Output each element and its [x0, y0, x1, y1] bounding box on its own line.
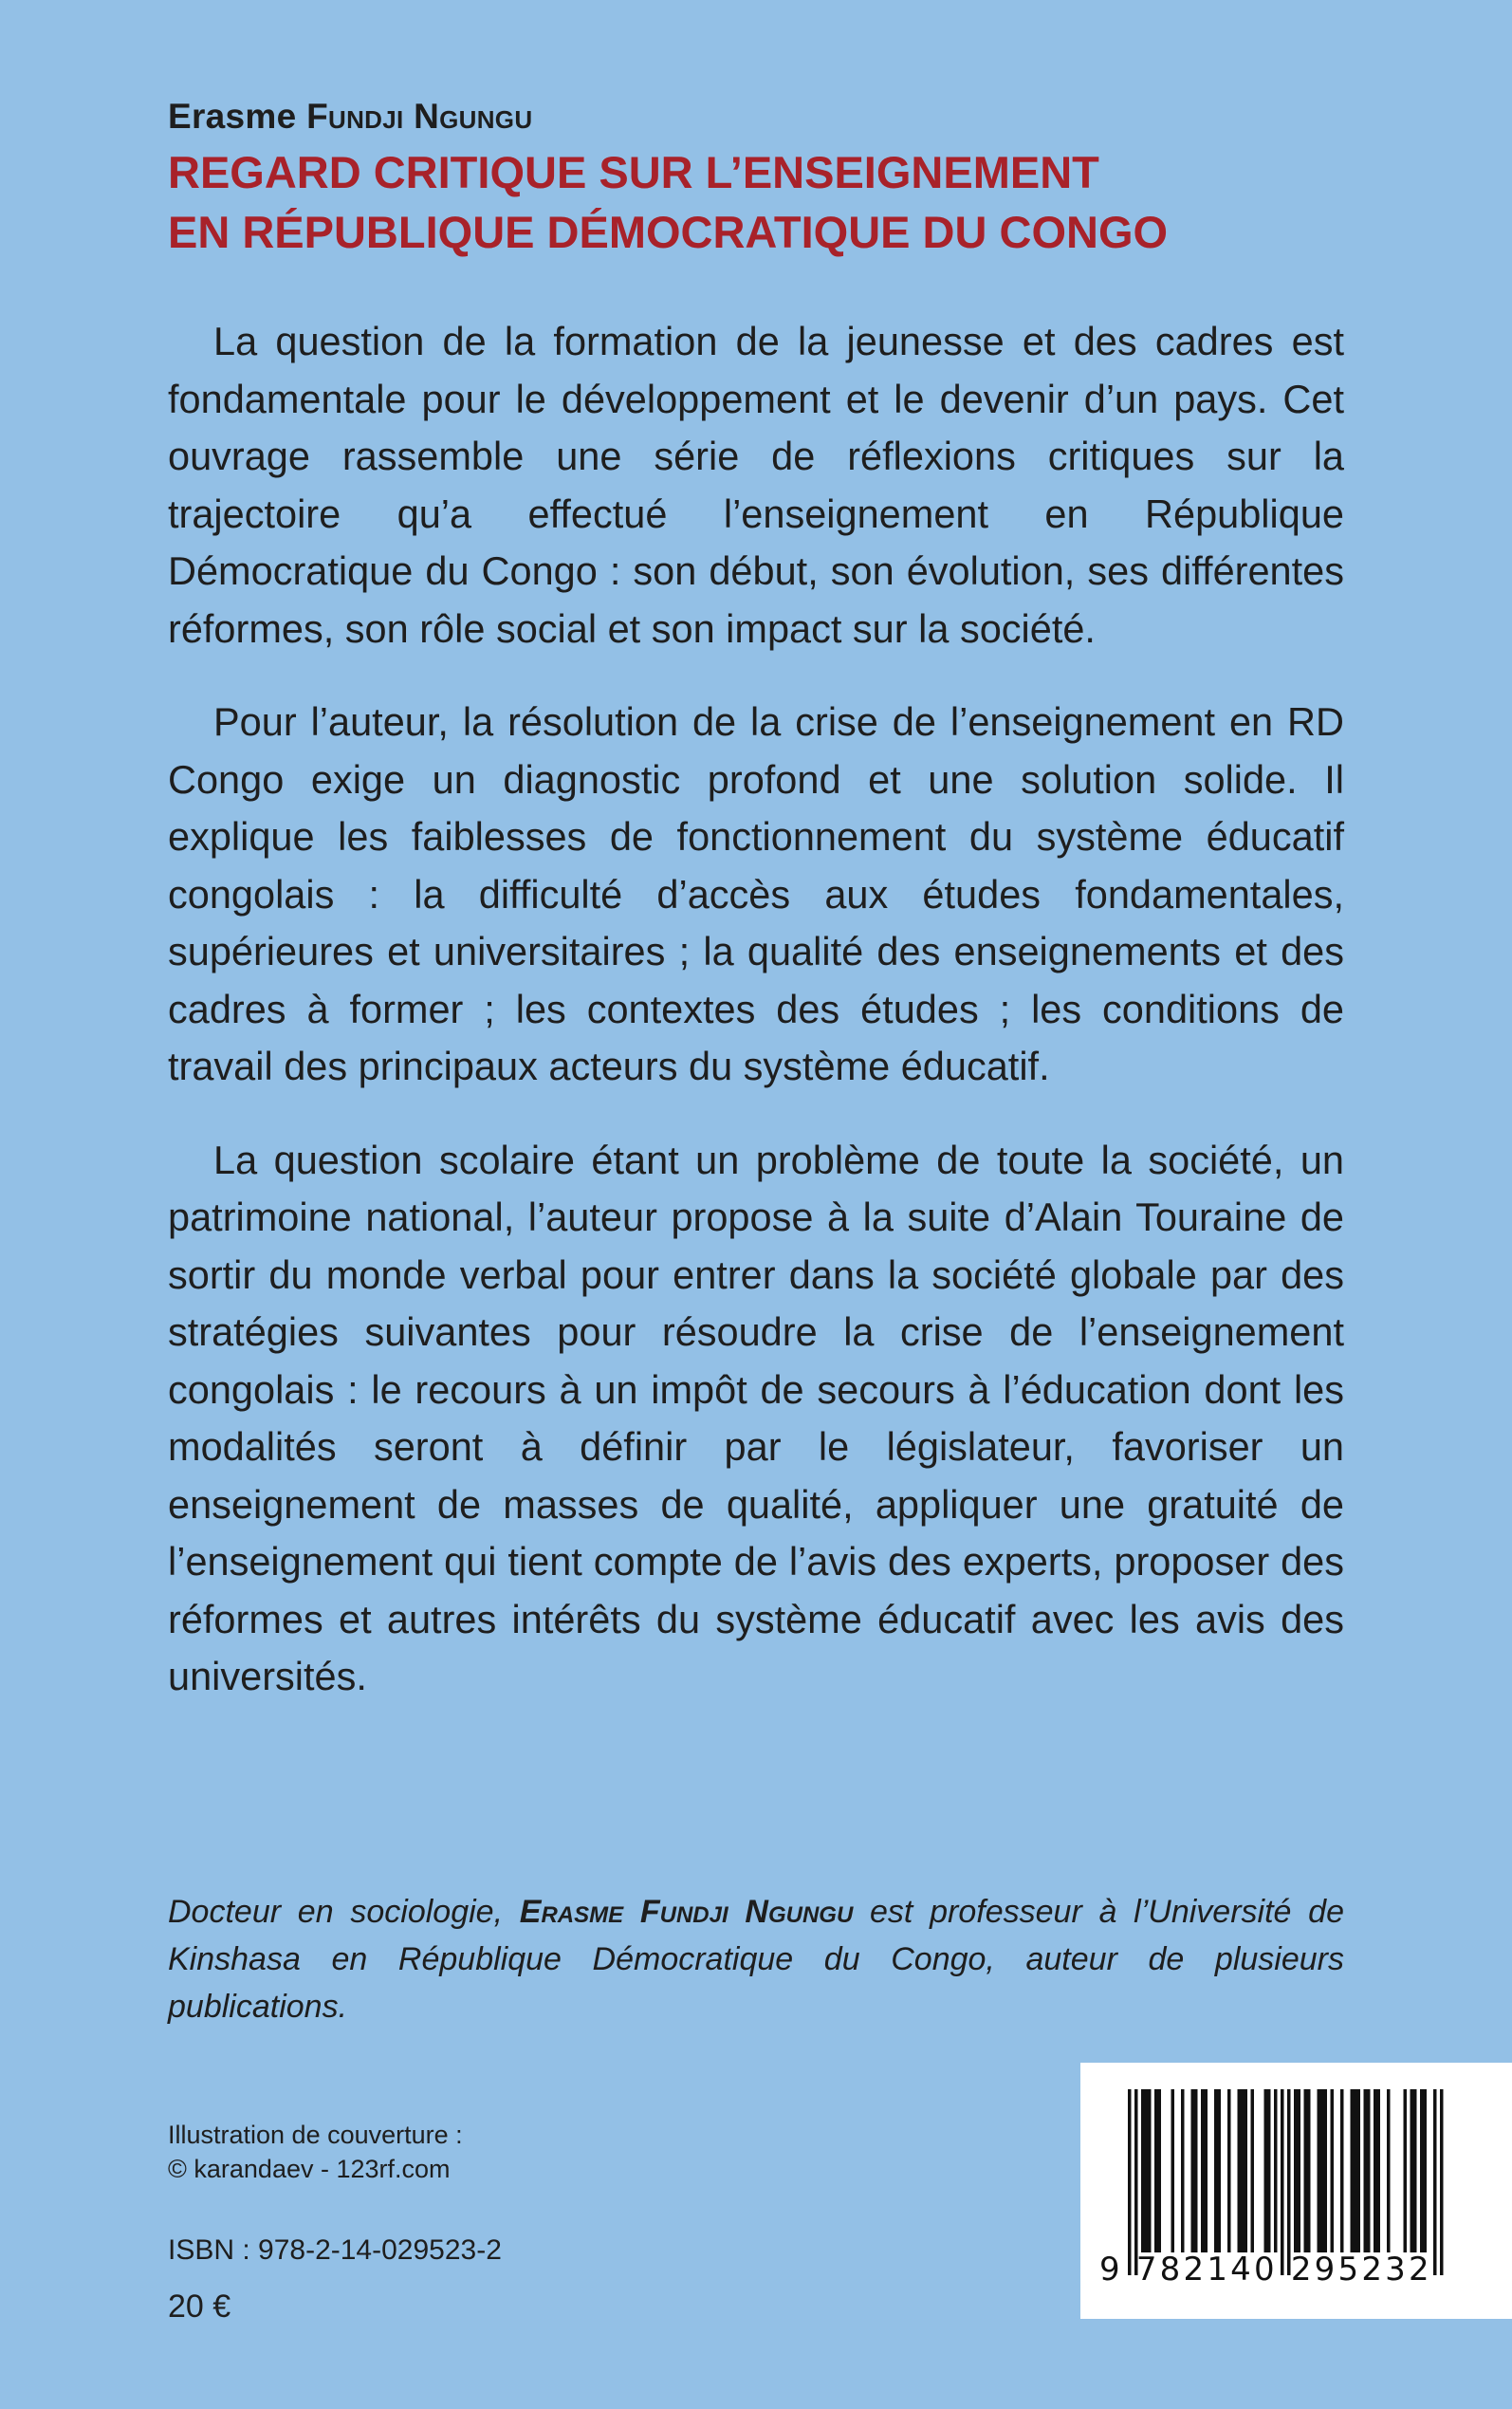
- book-title: [168, 142, 1168, 262]
- barcode-bar: [1377, 2089, 1381, 2252]
- barcode-bar: [1320, 2089, 1324, 2252]
- credits-line-2: © karandaev - 123rf.com: [168, 2155, 451, 2183]
- barcode-bar: [1413, 2089, 1417, 2252]
- barcode-bar: [1205, 2089, 1208, 2252]
- barcode-bar: [1331, 2089, 1335, 2252]
- barcode-bar: [1324, 2089, 1328, 2252]
- blurb-paragraph-3: La question scolaire étant un problème de toute la société, un patrimoine national, l’auteur propose à la suite d’Alain Touraine de sortir du monde verbal pour entrer dans la société globale par des stratégies suivantes pour résoudre la crise de l’enseignement congolais : le recours à un impôt de secours à l’éducation dont les modalités seront à définir par le législateur, favoriser un enseignement de masses de qualité, appliquer une gratuité de l’enseignement qui tient compte de l’avis des experts, proposer des réformes et autres intérêts du système éducatif avec les avis des universités.: [168, 1137, 1344, 1698]
- title-line-2: EN RÉPUBLIQUE DÉMOCRATIQUE DU CONGO: [168, 207, 1169, 257]
- barcode-bar: [1171, 2089, 1175, 2252]
- blurb-paragraph-2: Pour l’auteur, la résolution de la crise de l’enseignement en RD Congo exige un diagnostic profond et une solution solide. Il explique les faiblesses de fonctionnement du système éducatif congolais : la difficulté d’accès aux études fondamentales, supérieures et universitaires ; la qualité des enseignements et des cadres à former ; les contextes des études ; les conditions de travail des principaux acteurs du système éducatif.: [168, 699, 1344, 1088]
- isbn: ISBN : 978-2-14-029523-2: [168, 2234, 502, 2266]
- barcode-bar: [1318, 2089, 1321, 2252]
- bio-prefix: Docteur en sociologie,: [168, 1894, 520, 1930]
- barcode-bar: [1227, 2089, 1231, 2252]
- barcode-bar: [1340, 2089, 1344, 2252]
- barcode-bar: [1424, 2089, 1428, 2252]
- barcode-bar: [1154, 2089, 1158, 2252]
- author-name: [168, 97, 532, 137]
- illustration-credits: [168, 2118, 463, 2186]
- back-cover: [168, 0, 1432, 2409]
- author-first-name: Erasme: [168, 97, 297, 136]
- barcode-bar: [1145, 2089, 1149, 2252]
- barcode-bar: [1304, 2089, 1308, 2252]
- barcode-bar: [1387, 2089, 1391, 2252]
- barcode-bar: [1251, 2089, 1255, 2252]
- barcode-bar: [1191, 2089, 1195, 2252]
- barcode-bar: [1351, 2089, 1355, 2252]
- barcode-bar: [1287, 2089, 1291, 2275]
- barcode-bar: [1440, 2089, 1444, 2275]
- barcode-bar: [1194, 2089, 1198, 2252]
- barcode-digits: 9 782140 295232: [1099, 2251, 1432, 2289]
- barcode-bar: [1214, 2089, 1218, 2252]
- barcode-bar: [1354, 2089, 1357, 2252]
- barcode-bar: [1245, 2089, 1248, 2252]
- price: 20 €: [168, 2289, 231, 2325]
- barcode-bar: [1148, 2089, 1152, 2252]
- bio-author-name: Erasme Fundji Ngungu: [519, 1894, 854, 1930]
- barcode-bar: [1241, 2089, 1245, 2252]
- barcode-bar: [1274, 2089, 1278, 2252]
- author-bio: [168, 1888, 1344, 2030]
- barcode-bar: [1134, 2089, 1138, 2275]
- barcode-bar: [1298, 2089, 1301, 2252]
- barcode-bar: [1294, 2089, 1298, 2252]
- barcode-bar: [1411, 2089, 1414, 2252]
- barcode-bar: [1420, 2089, 1424, 2252]
- title-line-1: REGARD CRITIQUE SUR L’ENSEIGNEMENT: [168, 147, 1099, 197]
- barcode-bar: [1128, 2089, 1132, 2275]
- barcode-bar: [1367, 2089, 1371, 2252]
- barcode-bar: [1374, 2089, 1377, 2252]
- barcode-bar: [1238, 2089, 1242, 2252]
- barcode-bar: [1357, 2089, 1361, 2252]
- bio-suffix: est professeur à l’Université de Kinshasa en République Démocratique du Congo, auteur de plusieurs publications.: [168, 1894, 1344, 2025]
- barcode-bar: [1267, 2089, 1271, 2252]
- blurb-paragraph-1: La question de la formation de la jeunesse et des cadres est fondamentale pour le développement et le devenir d’un pays. Cet ouvrage rassemble une série de réflexions critiques sur la trajectoire qu’a effectué l’enseignement en République Démocratique du Congo : son début, son évolution, ses différentes réformes, son rôle social et son impact sur la société.: [168, 319, 1344, 651]
- barcode-bar: [1158, 2089, 1162, 2252]
- barcode-bar: [1218, 2089, 1222, 2252]
- barcode: [1080, 2063, 1512, 2319]
- barcode-bar: [1201, 2089, 1205, 2252]
- barcode-bar: [1307, 2089, 1311, 2252]
- barcode-bar: [1141, 2089, 1145, 2252]
- credits-line-1: Illustration de couverture :: [168, 2121, 463, 2149]
- author-last-name: Fundji Ngungu: [306, 97, 533, 136]
- barcode-bar: [1404, 2089, 1408, 2252]
- barcode-bar: [1364, 2089, 1368, 2252]
- barcode-bar: [1181, 2089, 1185, 2252]
- blurb: [168, 313, 1344, 1742]
- barcode-bar: [1433, 2089, 1437, 2275]
- barcode-bar: [1281, 2089, 1284, 2275]
- barcode-bar: [1264, 2089, 1268, 2252]
